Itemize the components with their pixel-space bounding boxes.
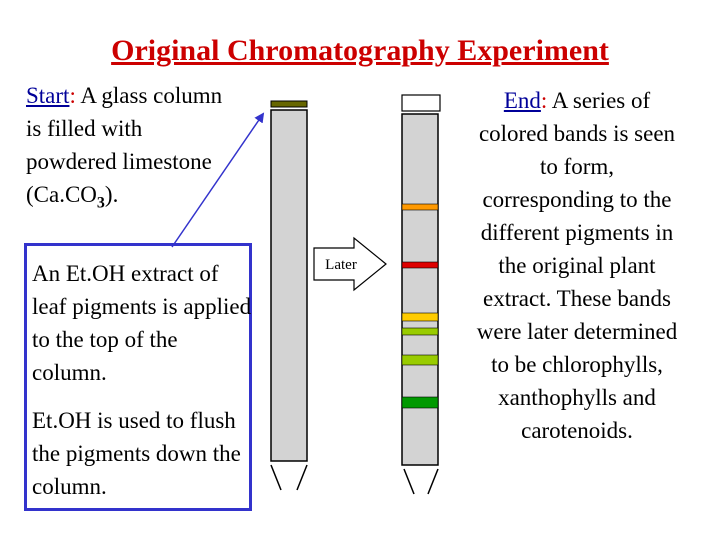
later-label: Later: [325, 257, 357, 273]
start-column-body: [271, 110, 307, 461]
start-column-top-band: [271, 101, 307, 107]
band-orange: [402, 204, 438, 210]
start-column-tip-left: [271, 465, 281, 490]
start-subscript: 3: [96, 194, 105, 212]
band-red: [402, 262, 438, 268]
flush-description: Et.OH is used to flush the pigments down the column.: [32, 408, 241, 499]
end-column-tip-right: [428, 469, 438, 494]
end-column-cap: [402, 95, 440, 111]
band-yellowgreen-lower: [402, 355, 438, 365]
band-yellowgreen-upper: [402, 328, 438, 335]
start-column-tip-right: [297, 465, 307, 490]
start-text-1: A glass column is filled with powdered limestone (Ca.CO: [26, 83, 223, 207]
later-arrow: [314, 238, 386, 290]
band-yellow: [402, 313, 438, 321]
page-title: Original Chromatography Experiment: [111, 34, 609, 67]
pointer-arrow: [172, 114, 263, 247]
start-text-2: ).: [104, 182, 119, 207]
applied-description: An Et.OH extract of leaf pigments is applied to the top of the column.: [32, 261, 252, 385]
start-colon: :: [69, 83, 76, 108]
end-column-tip-left: [404, 469, 414, 494]
end-column: [402, 95, 440, 494]
band-green: [402, 397, 438, 408]
end-column-body: [402, 114, 438, 465]
end-label: End: [503, 88, 541, 113]
end-text: A series of colored bands is seen to form, corresponding to the different pigments in the original plant extract. These bands were later determined to be chlorophylls, xanthophylls and carotenoids.: [476, 88, 678, 443]
start-label: Start: [26, 83, 70, 108]
end-colon: :: [540, 88, 548, 113]
start-column: [271, 101, 307, 490]
